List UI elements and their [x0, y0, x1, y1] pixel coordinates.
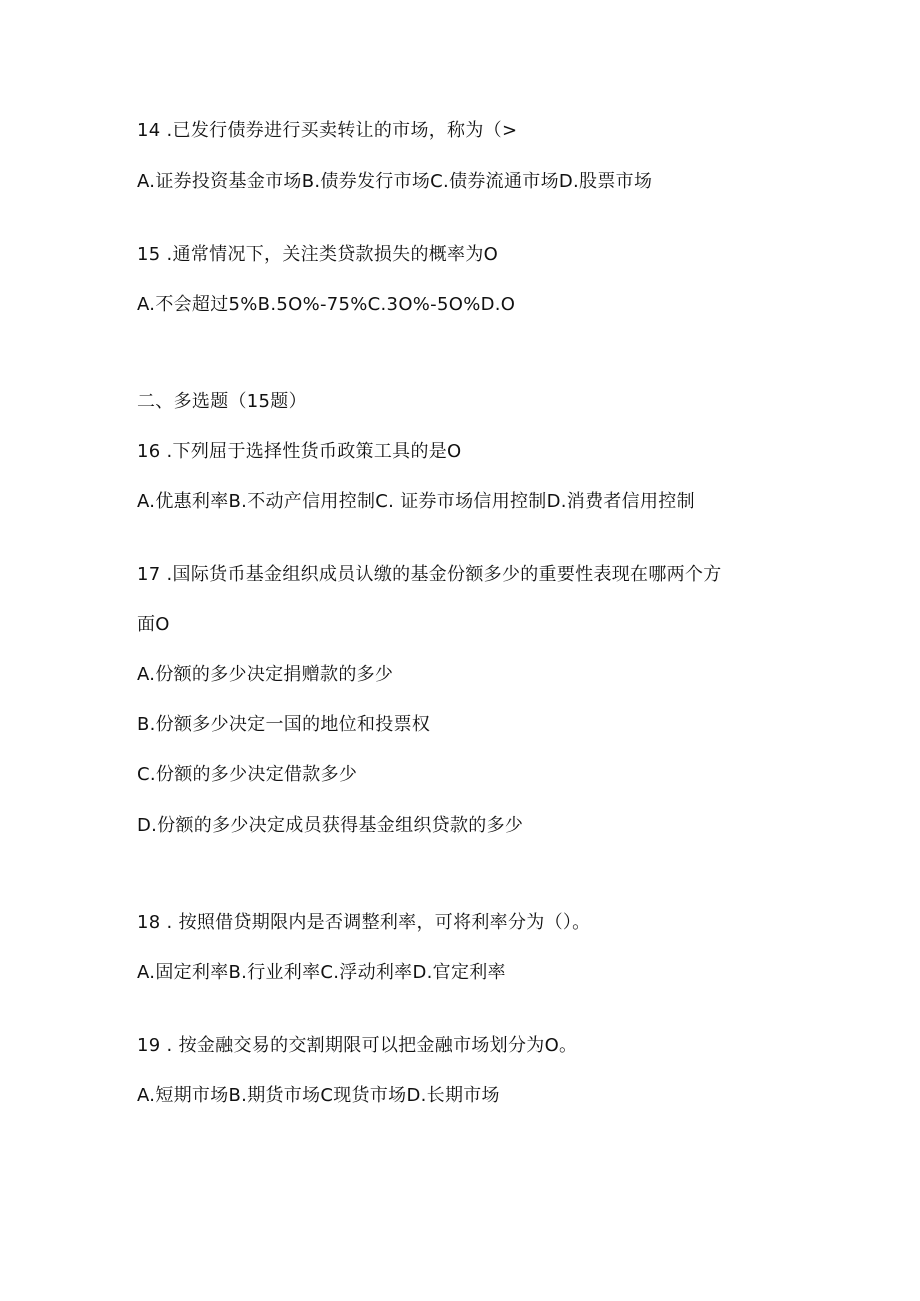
question-19-options: A.短期市场B.期货市场C现货市场D.长期市场 [137, 1085, 500, 1106]
question-17-option-b: B.份额多少决定一国的地位和投票权 [137, 714, 431, 735]
question-17-stem-line1: 17 .国际货币基金组织成员认缴的基金份额多少的重要性表现在哪两个方 [137, 564, 722, 585]
question-17-option-d: D.份额的多少决定成员获得基金组织贷款的多少 [137, 815, 524, 836]
question-14-options: A.证券投资基金市场B.债券发行市场C.债券流通市场D.股票市场 [137, 171, 653, 192]
question-17-option-c: C.份额的多少决定借款多少 [137, 764, 358, 785]
question-17-option-a: A.份额的多少决定捐赠款的多少 [137, 664, 394, 685]
question-17-stem-line2: 面O [137, 614, 170, 635]
question-18-stem: 18 . 按照借贷期限内是否调整利率，可将利率分为（）。 [137, 912, 591, 933]
section-heading-multiple-choice: 二、多选题（15题） [137, 391, 307, 412]
question-15-stem: 15 .通常情况下，关注类贷款损失的概率为O [137, 244, 499, 265]
question-16-options: A.优惠利率B.不动产信用控制C. 证券市场信用控制D.消费者信用控制 [137, 491, 695, 512]
question-14-stem: 14 .已发行债券进行买卖转让的市场，称为（> [137, 120, 518, 141]
question-18-options: A.固定利率B.行业利率C.浮动利率D.官定利率 [137, 962, 506, 983]
question-19-stem: 19 . 按金融交易的交割期限可以把金融市场划分为O。 [137, 1035, 578, 1056]
question-15-options: A.不会超过5%B.5O%-75%C.3O%-5O%D.O [137, 294, 516, 315]
question-16-stem: 16 .下列屈于选择性货币政策工具的是O [137, 441, 462, 462]
